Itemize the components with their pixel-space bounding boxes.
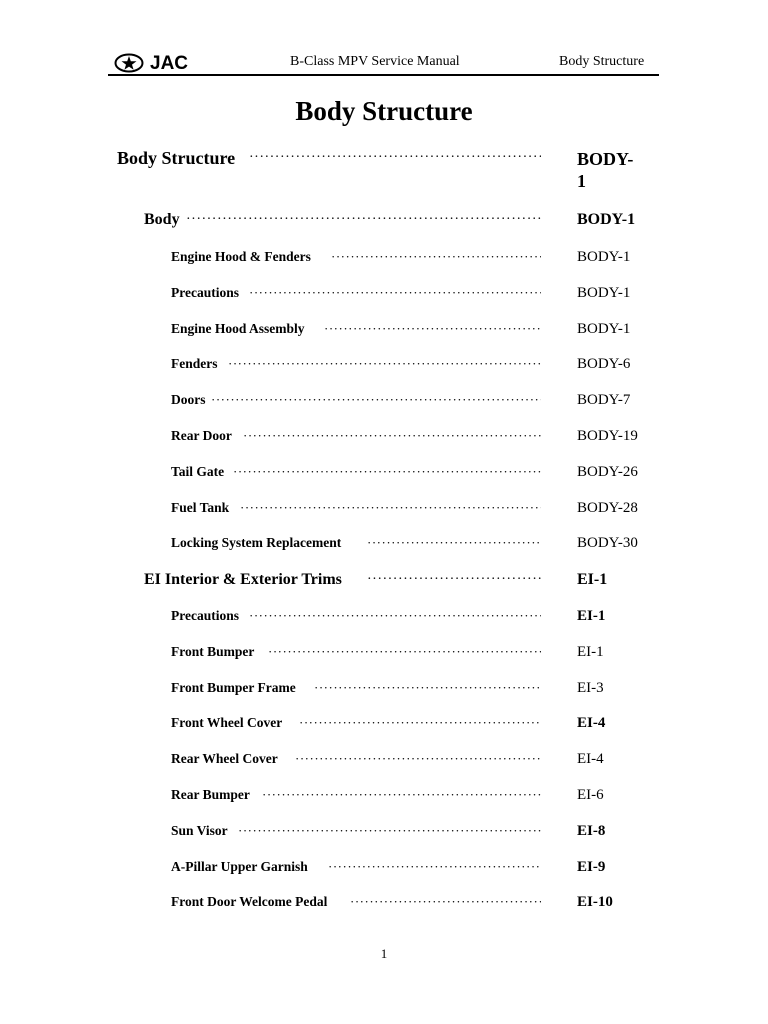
- toc-page: [577, 148, 633, 192]
- toc-leader-dots: [233, 464, 541, 484]
- toc-entry[interactable]: [0, 356, 768, 376]
- toc-page: EI-6: [577, 787, 604, 803]
- toc-entry-ei[interactable]: [0, 571, 768, 593]
- toc-entry[interactable]: [0, 894, 768, 914]
- toc-leader-dots: [367, 572, 541, 592]
- toc-page: EI-1: [577, 571, 608, 588]
- toc-label: Rear Door: [171, 428, 232, 443]
- toc-entry[interactable]: [0, 823, 768, 843]
- toc-leader-dots: [295, 751, 541, 771]
- page-header: [108, 46, 659, 76]
- toc-page: EI-9: [577, 858, 606, 875]
- toc-label: Doors: [171, 392, 206, 408]
- toc-leader-dots: [299, 715, 541, 735]
- toc-leader-dots: [331, 249, 541, 269]
- header-manual-title: B-Class MPV Service Manual: [290, 54, 460, 69]
- toc-leader-dots: [367, 535, 541, 555]
- toc-page: EI-1: [577, 608, 606, 624]
- toc-label: Body Structure: [117, 148, 236, 168]
- toc-entry[interactable]: [0, 787, 768, 807]
- toc-page: BODY-7: [577, 392, 631, 409]
- toc-entry[interactable]: [0, 285, 768, 305]
- toc-page: BODY-1: [577, 284, 631, 301]
- toc-label: Tail Gate: [171, 463, 225, 479]
- toc-label: Locking System Replacement: [171, 535, 342, 551]
- toc-page: BODY-1: [577, 211, 636, 228]
- toc-entry[interactable]: [0, 500, 768, 520]
- toc-entry[interactable]: [0, 644, 768, 664]
- toc-page: BODY-26: [577, 463, 638, 480]
- toc-page-line2: 1: [577, 171, 586, 191]
- toc-entry-body[interactable]: [0, 211, 768, 233]
- toc-entry[interactable]: [0, 464, 768, 484]
- toc-leader-dots: [249, 608, 541, 628]
- toc-page: EI-4: [577, 751, 604, 768]
- toc-page: EI-1: [577, 643, 604, 660]
- toc-leader-dots: [249, 150, 541, 170]
- toc-label: Front Door Welcome Pedal: [171, 894, 328, 910]
- toc-label: Rear Wheel Cover: [171, 751, 278, 767]
- toc-leader-dots: [262, 787, 541, 807]
- toc-leader-dots: [328, 859, 541, 879]
- toc-entry[interactable]: [0, 321, 768, 341]
- toc-leader-dots: [249, 285, 541, 305]
- toc-label: Engine Hood Assembly: [171, 320, 305, 336]
- toc-page: BODY-1: [577, 249, 631, 265]
- logo-text: JAC: [150, 52, 189, 74]
- toc-leader-dots: [243, 428, 541, 448]
- toc-page: EI-8: [577, 822, 606, 839]
- toc-leader-dots: [211, 392, 541, 412]
- toc-label: Body: [144, 211, 180, 228]
- toc-label: Precautions: [171, 284, 239, 300]
- toc-page: EI-4: [577, 715, 606, 732]
- toc-entry[interactable]: [0, 859, 768, 879]
- toc-label: Fenders: [171, 356, 218, 372]
- toc-entry[interactable]: [0, 608, 768, 628]
- toc-page: BODY-28: [577, 499, 638, 516]
- jac-star-emblem-icon: [114, 53, 144, 73]
- toc-label: Engine Hood & Fenders: [171, 249, 311, 264]
- toc-label: EI Interior & Exterior Trims: [144, 571, 342, 588]
- toc-label: Precautions: [171, 608, 239, 623]
- toc-label: Sun Visor: [171, 822, 228, 838]
- toc-label: Rear Bumper: [171, 787, 250, 802]
- toc-leader-dots: [350, 894, 541, 914]
- toc-entry[interactable]: [0, 535, 768, 555]
- toc-entry[interactable]: [0, 680, 768, 700]
- toc-leader-dots: [314, 680, 541, 700]
- toc-label: Front Bumper Frame: [171, 679, 296, 695]
- toc-label: Front Bumper: [171, 643, 255, 659]
- toc-leader-dots: [238, 823, 541, 843]
- toc-leader-dots: [186, 212, 541, 232]
- toc-entry[interactable]: [0, 249, 768, 269]
- toc-page: EI-3: [577, 679, 604, 696]
- toc-label: Fuel Tank: [171, 499, 230, 515]
- toc-entry-body-structure[interactable]: [0, 148, 768, 194]
- toc-page: BODY-6: [577, 356, 631, 373]
- toc-label: A-Pillar Upper Garnish: [171, 858, 308, 874]
- toc-page: BODY-30: [577, 535, 638, 552]
- toc-page: BODY-1: [577, 320, 631, 337]
- toc-entry[interactable]: [0, 751, 768, 771]
- toc-leader-dots: [324, 321, 541, 341]
- jac-logo: [114, 52, 188, 74]
- header-section-title: Body Structure: [559, 54, 645, 69]
- toc-leader-dots: [240, 500, 541, 520]
- toc-leader-dots: [228, 356, 541, 376]
- toc-entry[interactable]: [0, 715, 768, 735]
- page-number: 1: [380, 946, 388, 961]
- toc-entry[interactable]: [0, 392, 768, 412]
- page-title: Body Structure: [295, 96, 473, 126]
- toc-page: BODY-19: [577, 428, 638, 444]
- toc-page-line1: BODY-: [577, 149, 634, 169]
- toc-leader-dots: [268, 644, 541, 664]
- toc-entry[interactable]: [0, 428, 768, 448]
- toc-label: Front Wheel Cover: [171, 715, 283, 731]
- toc-page: EI-10: [577, 894, 613, 911]
